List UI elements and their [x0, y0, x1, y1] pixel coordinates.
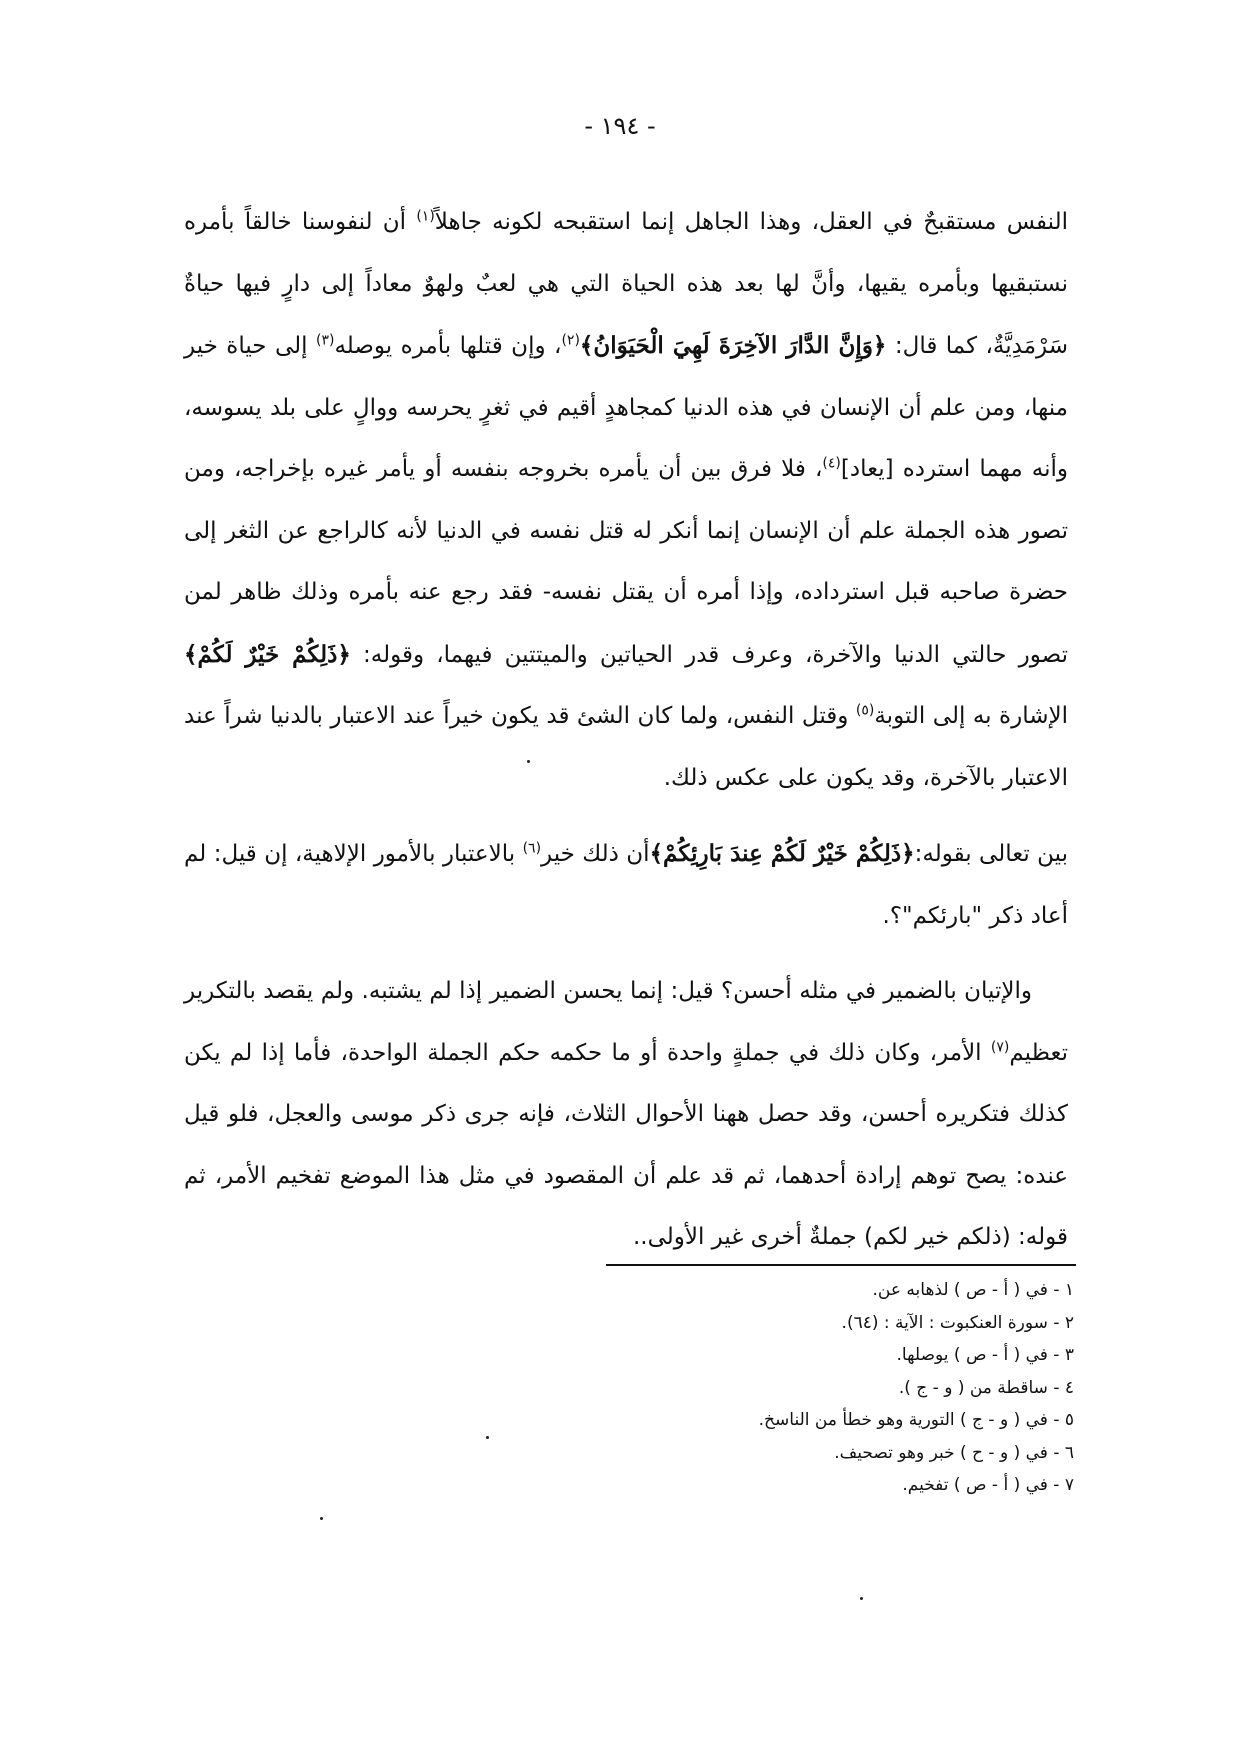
footnote-item: ٣ - في ( أ - ص ) يوصلها. — [896, 1345, 1074, 1365]
footnote-ref-5: (٥) — [855, 702, 875, 719]
paragraph-2 — [184, 823, 1068, 947]
paragraph-3 — [184, 961, 1068, 1269]
footnote-ref-3: (٣) — [315, 332, 335, 349]
footnote-item: ٥ - في ( و - ج ) التورية وهو خطأ من الناسخ. — [758, 1410, 1074, 1430]
quran-verse: ﴿ذَلِكُمْ خَيْرٌ لَكُمْ﴾ — [184, 640, 351, 668]
paragraph-1 — [184, 192, 1068, 809]
scan-speck — [860, 1597, 863, 1600]
text-run: النفس مستقبحٌ في العقل، وهذا الجاهل إنما استقبحه لكونه جاهلاً — [434, 209, 1068, 235]
text-run: بين تعالى بقوله: — [914, 841, 1068, 867]
text-run: الأمر، وكان ذلك في جملةٍ واحدة أو ما حكمه حكم الجملة الواحدة، فأما إذا لم يكن كذلك فتكريره أحسن، وقد حصل ههنا الأحوال الثلاث، فإنه جرى ذكر موسى والعجل، فلو قيل عنده: يصح توهم إرادة أحدهما، ثم قد علم أن المقصود في مثل هذا الموضع تفخيم الأمر، ثم قوله: (ذلكم خير لكم) جملةٌ أخرى غير الأولى.. — [184, 1039, 1068, 1250]
footnote-item: ٧ - في ( أ - ص ) تفخيم. — [902, 1475, 1074, 1495]
text-run: أن ذلك خير — [541, 841, 650, 867]
scan-speck — [527, 760, 530, 763]
footnote-item: ٤ - ساقطة من ( و - ج ). — [898, 1377, 1074, 1398]
footnote-ref-6: (٦) — [522, 840, 542, 857]
scan-speck — [486, 1436, 489, 1439]
page-number: - ١٩٤ - — [584, 112, 656, 140]
text-run: بالاعتبار بالأمور الإلاهية، إن قيل: لم أعاد ذكر "بارئكم"؟. — [184, 841, 1068, 929]
footnote-ref-2: (٢) — [561, 332, 580, 349]
text-run: أن لنفوسنا خالقاً بأمره نستبقيها وبأمره يقيها، وأنَّ لها بعد هذه الحياة التي هي لعبٌ ولهوٌ معاداً إلى دارٍ فيها حياةٌ سَرْمَدِيَّةٌ، كما قال: — [184, 209, 1068, 359]
quran-verse: ﴿ذَلِكُمْ خَيْرٌ لَكُمْ عِندَ بَارِئِكُمْ﴾ — [649, 840, 915, 867]
text-run: الإشارة به إلى التوبة — [874, 703, 1068, 729]
text-run: والإتيان بالضمير في مثله أحسن؟ قيل: إنما يحسن الضمير إذا لم يشتبه. ولم يقصد بالتكرير تعظيم — [184, 978, 1068, 1066]
footnote-item: ٢ - سورة العنكبوت : الآية : (٦٤). — [841, 1312, 1074, 1333]
footnote-ref-7: (٧) — [990, 1038, 1010, 1055]
footnote-item: ٦ - في ( و - ح ) خبر وهو تصحيف. — [834, 1442, 1074, 1463]
footnotes-list — [600, 1274, 1074, 1502]
text-run: إلى حياة خير منها، ومن علم أن الإنسان في هذه الدنيا كمجاهدٍ أقيم في ثغرٍ يحرسه ووالٍ على بلد يسوسه، وأنه مهما استرده [يعاد] — [184, 333, 1068, 482]
footnote-ref-4: (٤) — [822, 455, 841, 472]
text-run: ، وإن قتلها بأمره يوصله — [334, 333, 562, 359]
text-run: ، فلا فرق بين أن يأمره بخروجه بنفسه أو يأمر غيره بإخراجه، ومن تصور هذه الجملة علم أن الإنسان إنما أنكر له قتل نفسه في الدنيا لأنه كالراجع عن الثغر إلى حضرة صاحبه قبل استرداده، وإذا أمره أن يقتل نفسه- فقد رجع عنه بأمره وذلك ظاهر لمن تصور حالتي الدنيا والآخرة، وعرف قدر الحياتين والميتتين فيهما، وقوله: — [184, 456, 1068, 668]
footnote-ref-1: (١) — [416, 208, 435, 225]
footnote-separator — [606, 1264, 1076, 1266]
quran-verse: ﴿وَإِنَّ الدَّارَ الآخِرَةَ لَهِيَ الْحَيَوَانُ﴾ — [579, 332, 887, 359]
footnote-item: ١ - في ( أ - ص ) لذهابه عن. — [872, 1280, 1074, 1300]
main-text — [184, 192, 1068, 1269]
scan-speck — [320, 1517, 323, 1520]
text-run: وقتل النفس، ولما كان الشئ قد يكون خيراً عند الاعتبار بالدنيا شراً عند الاعتبار بالآخرة، وقد يكون على عكس ذلك. — [184, 703, 1068, 791]
